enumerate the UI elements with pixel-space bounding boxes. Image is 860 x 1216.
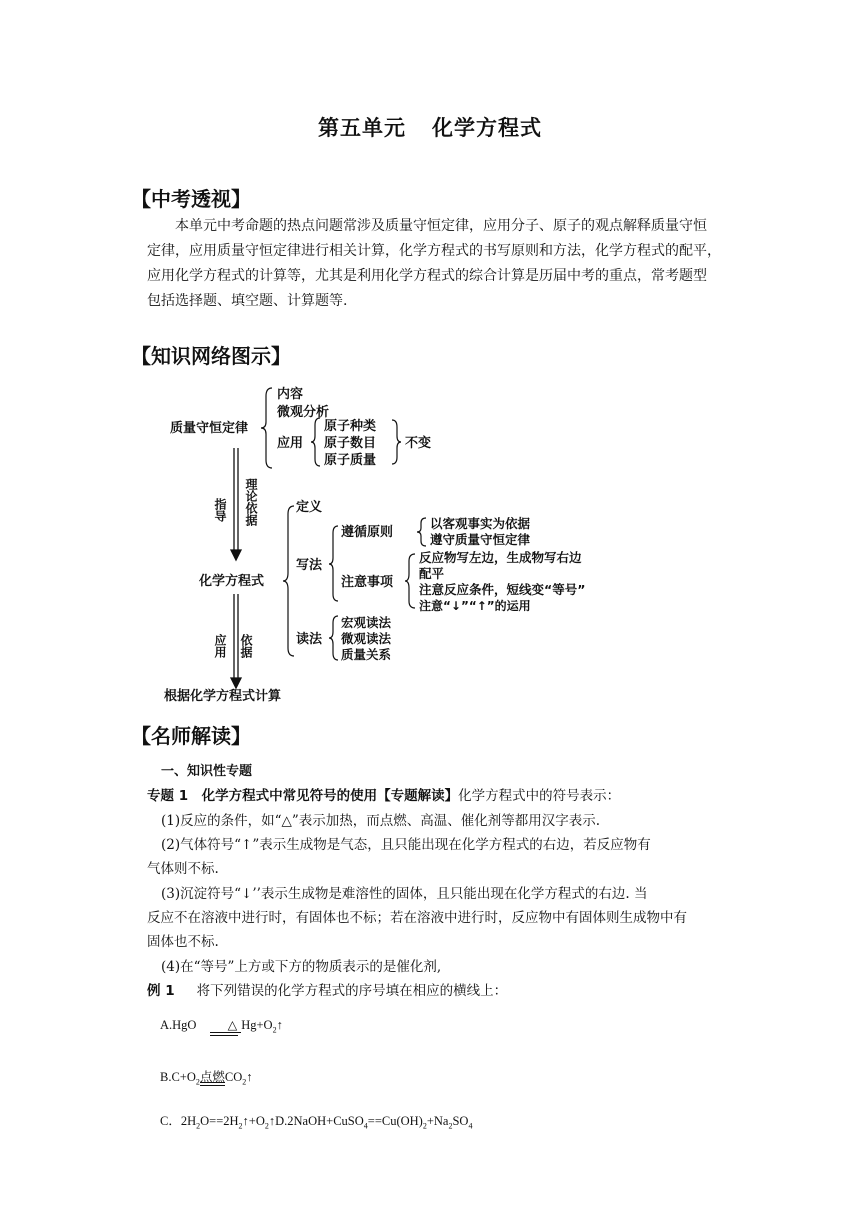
equation-b: $B.C+O_2$点燃 $CO_2↑$ xyxy=(160,1070,253,1087)
node-r3: 质量关系 xyxy=(341,647,392,662)
node-p2: 遵守质量守恒定律 xyxy=(430,532,531,547)
overview-paragraph: 本单元中考命题的热点问题常涉及质量守恒定律，应用分子、原子的观点解释质量守恒 定律，应用质量守恒定律进行相关计算，化学方程式的书写原则和方法，化学方程式的配平， 应用化学方程式的计算等，尤其是利用化学方程式的综合计算是历届中考的重点，常考题型 包括选择题、填空题、计算题等. xyxy=(147,218,721,309)
node-r1: 宏观读法 xyxy=(341,615,392,630)
node-notes: 注意事项 xyxy=(341,575,394,590)
node-apply: 应用 xyxy=(277,436,304,451)
node-n2: 配平 xyxy=(419,566,445,581)
node-calc: 根据化学方程式计算 xyxy=(164,689,282,704)
item-1: (1)反应的条件，如“△”表示加热，而点燃、高温、催化剂等都用汉字表示. xyxy=(161,813,601,829)
node-atom-mass: 原子质量 xyxy=(324,453,377,468)
node-law: 质量守恒定律 xyxy=(170,421,249,436)
item-3-line-2: 反应不在溶液中进行时，有固体也不标；若在溶液中进行时，反应物中有固体则生成物中有 xyxy=(147,910,687,926)
section-heading-reading: 【名师解读】 xyxy=(131,724,251,748)
equation-a: A.HgO △ $Hg+O_2↑$ xyxy=(160,1018,283,1035)
node-r2: 微观读法 xyxy=(341,631,392,646)
node-equation: 化学方程式 xyxy=(199,574,265,589)
node-micro: 微观分析 xyxy=(277,405,330,420)
node-principle: 遵循原则 xyxy=(341,525,394,540)
section-heading-overview: 【中考透视】 xyxy=(131,187,251,211)
node-atom-kind: 原子种类 xyxy=(324,419,377,434)
node-p1: 以客观事实为依据 xyxy=(430,516,531,531)
node-n1: 反应物写左边，生成物写右边 xyxy=(419,550,582,565)
node-reading: 读法 xyxy=(296,632,323,647)
node-atom-count: 原子数目 xyxy=(324,436,377,451)
node-unchanged: 不变 xyxy=(405,436,432,451)
label-application: 应用 xyxy=(213,634,227,658)
item-4: (4)在“等号”上方或下方的物质表示的是催化剂, xyxy=(161,959,442,975)
equation-c-d: C．$2H_2O==2H_2↑+O_2↑D.2NaOH+CuSO_4==Cu(OH)_2+Na_2SO_4$ xyxy=(160,1114,473,1131)
example-line: 例 1 将下列错误的化学方程式的序号填在相应的横线上： xyxy=(147,983,508,999)
node-n3: 注意反应条件，短线变“等号” xyxy=(419,582,586,597)
subsection-heading: 一、知识性专题 xyxy=(161,764,253,779)
label-theory: 理论依据 xyxy=(244,478,258,526)
section-heading-network: 【知识网络图示】 xyxy=(131,344,291,368)
node-writing: 写法 xyxy=(296,558,323,573)
item-2-line-2: 气体则不标. xyxy=(147,861,219,877)
page-title: 第五单元 化学方程式 xyxy=(318,116,542,140)
label-basis: 依据 xyxy=(239,634,253,658)
node-definition: 定义 xyxy=(296,500,323,515)
item-2-line-1: (2)气体符号“↑”表示生成物是气态，且只能出现在化学方程式的右边，若反应物有 xyxy=(161,837,651,853)
node-n4: 注意“↓”“↑”的运用 xyxy=(419,599,531,613)
item-3-line-1: (3)沉淀符号“↓’’表示生成物是难溶性的固体，且只能出现在化学方程式的右边. 当 xyxy=(161,886,648,902)
label-guide: 指导 xyxy=(213,498,227,522)
knowledge-network-diagram xyxy=(150,378,650,708)
node-content: 内容 xyxy=(277,387,304,402)
topic-line: 专题 1 化学方程式中常见符号的使用【专题解读】化学方程式中的符号表示： xyxy=(147,788,621,804)
item-3-line-3: 固体也不标. xyxy=(147,934,219,950)
